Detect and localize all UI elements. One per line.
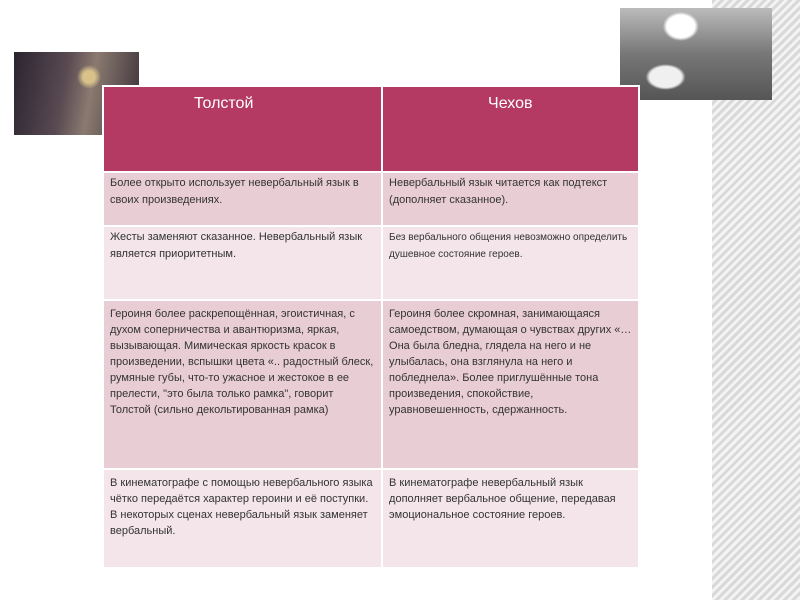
table-cell: В кинематографе с помощью невербального языка чётко передаётся характер героини и её поступки. В некоторых сценах невербальный язык заменяет вербальный.: [103, 469, 382, 568]
film-still-chekhov-photo: [620, 8, 772, 100]
table-cell: В кинематографе невербальный язык дополняет вербальное общение, передавая эмоциональное состояние героев.: [382, 469, 639, 568]
table-row: [103, 300, 639, 469]
table-row: [103, 226, 639, 300]
table-cell: Жесты заменяют сказанное. Невербальный язык является приоритетным.: [103, 226, 382, 300]
table-cell: Героиня более скромная, занимающаяся самоедством, думающая о чувствах других «…Она была бледна, глядела на него и не улыбалась, она взглянула на него и побледнела». Более приглушённые тона произведения, спокойствие, уравновешенность, сдержанность.: [382, 300, 639, 469]
table-header-row: [103, 86, 639, 172]
table-row: [103, 172, 639, 226]
table-cell: Более открыто использует невербальный язык в своих произведениях.: [103, 172, 382, 226]
header-tolstoy: Толстой: [103, 86, 382, 172]
table-cell: Героиня более раскрепощённая, эгоистичная, с духом соперничества и авантюризма, яркая, вызывающая. Мимическая яркость красок в произведении, вспышки цвета «.. радостный блеск, румяные губы, что-то ужасное и жестокое в ее прелести, "это была только рамка", говорит Толстой (сильно декольтированная рамка): [103, 300, 382, 469]
header-chekhov: Чехов: [382, 86, 639, 172]
table-cell: Невербальный язык читается как подтекст (дополняет сказанное).: [382, 172, 639, 226]
table-cell: Без вербального общения невозможно определить душевное состояние героев.: [382, 226, 639, 300]
table-row: [103, 469, 639, 568]
comparison-table: [102, 85, 640, 569]
